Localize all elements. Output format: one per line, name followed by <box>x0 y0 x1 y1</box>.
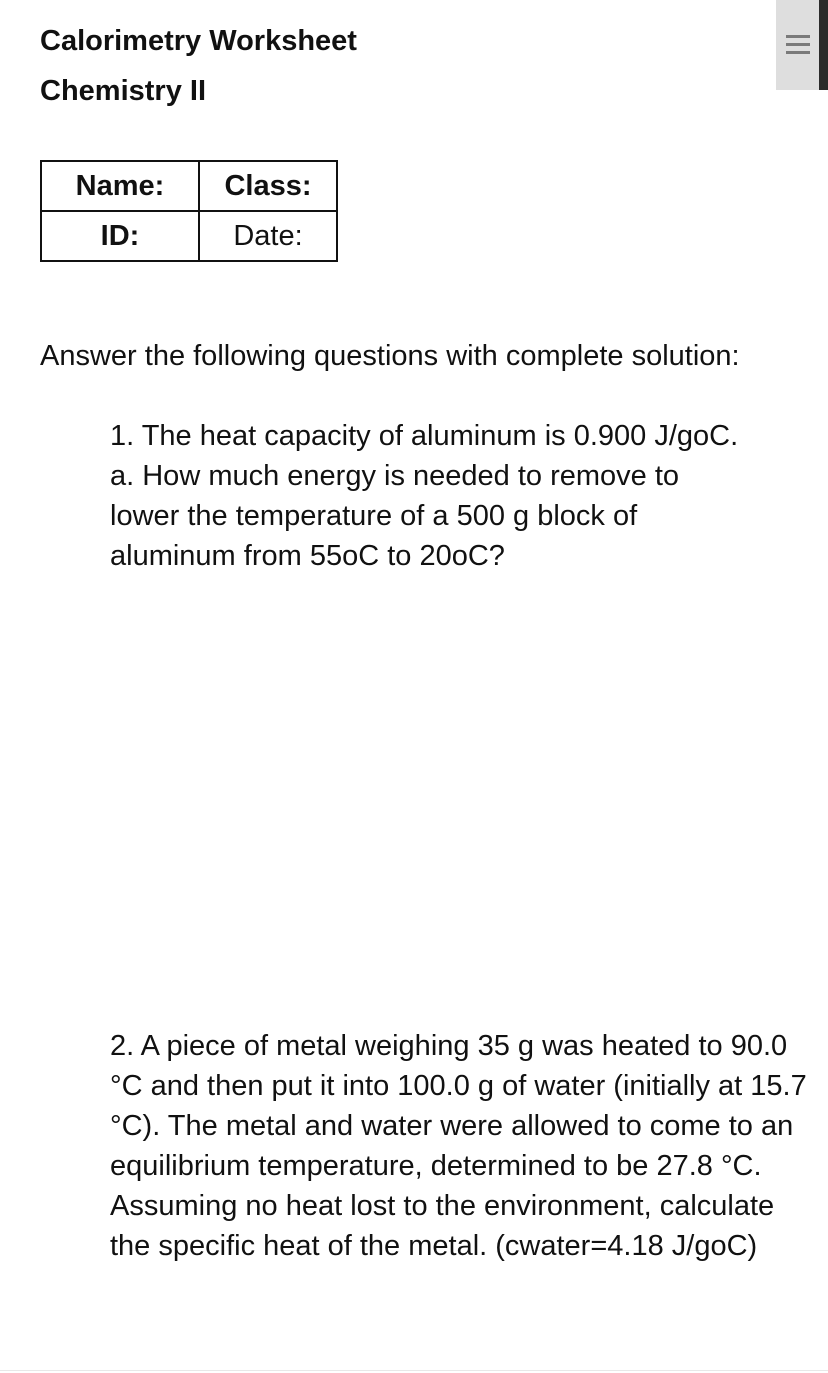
page-bottom-divider <box>0 1370 828 1371</box>
table-row <box>41 211 337 261</box>
instructions-text: Answer the following questions with complete solution: <box>40 340 740 372</box>
question-1: 1. The heat capacity of aluminum is 0.900 J/goC. a. How much energy is needed to remove to lower the temperature of a 500 g block of aluminum from 55oC to 20oC? <box>110 420 739 572</box>
scroll-handle[interactable] <box>776 0 828 90</box>
question-2: 2. A piece of metal weighing 35 g was heated to 90.0 °C and then put it into 100.0 g of water (initially at 15.7 °C). The metal and water were allowed to come to an equilibrium temperature, determined to be 27.8 °C. Assuming no heat lost to the environment, calculate the specific heat of the metal. (cwater=4.18 J/goC) <box>110 1030 807 1262</box>
student-info-table <box>40 160 338 262</box>
name-cell[interactable]: Name: <box>41 161 199 211</box>
date-cell[interactable]: Date: <box>199 211 337 261</box>
worksheet-title: Calorimetry Worksheet <box>40 25 357 57</box>
table-row <box>41 161 337 211</box>
class-cell[interactable]: Class: <box>199 161 337 211</box>
course-subtitle: Chemistry II <box>40 75 206 107</box>
id-cell[interactable]: ID: <box>41 211 199 261</box>
